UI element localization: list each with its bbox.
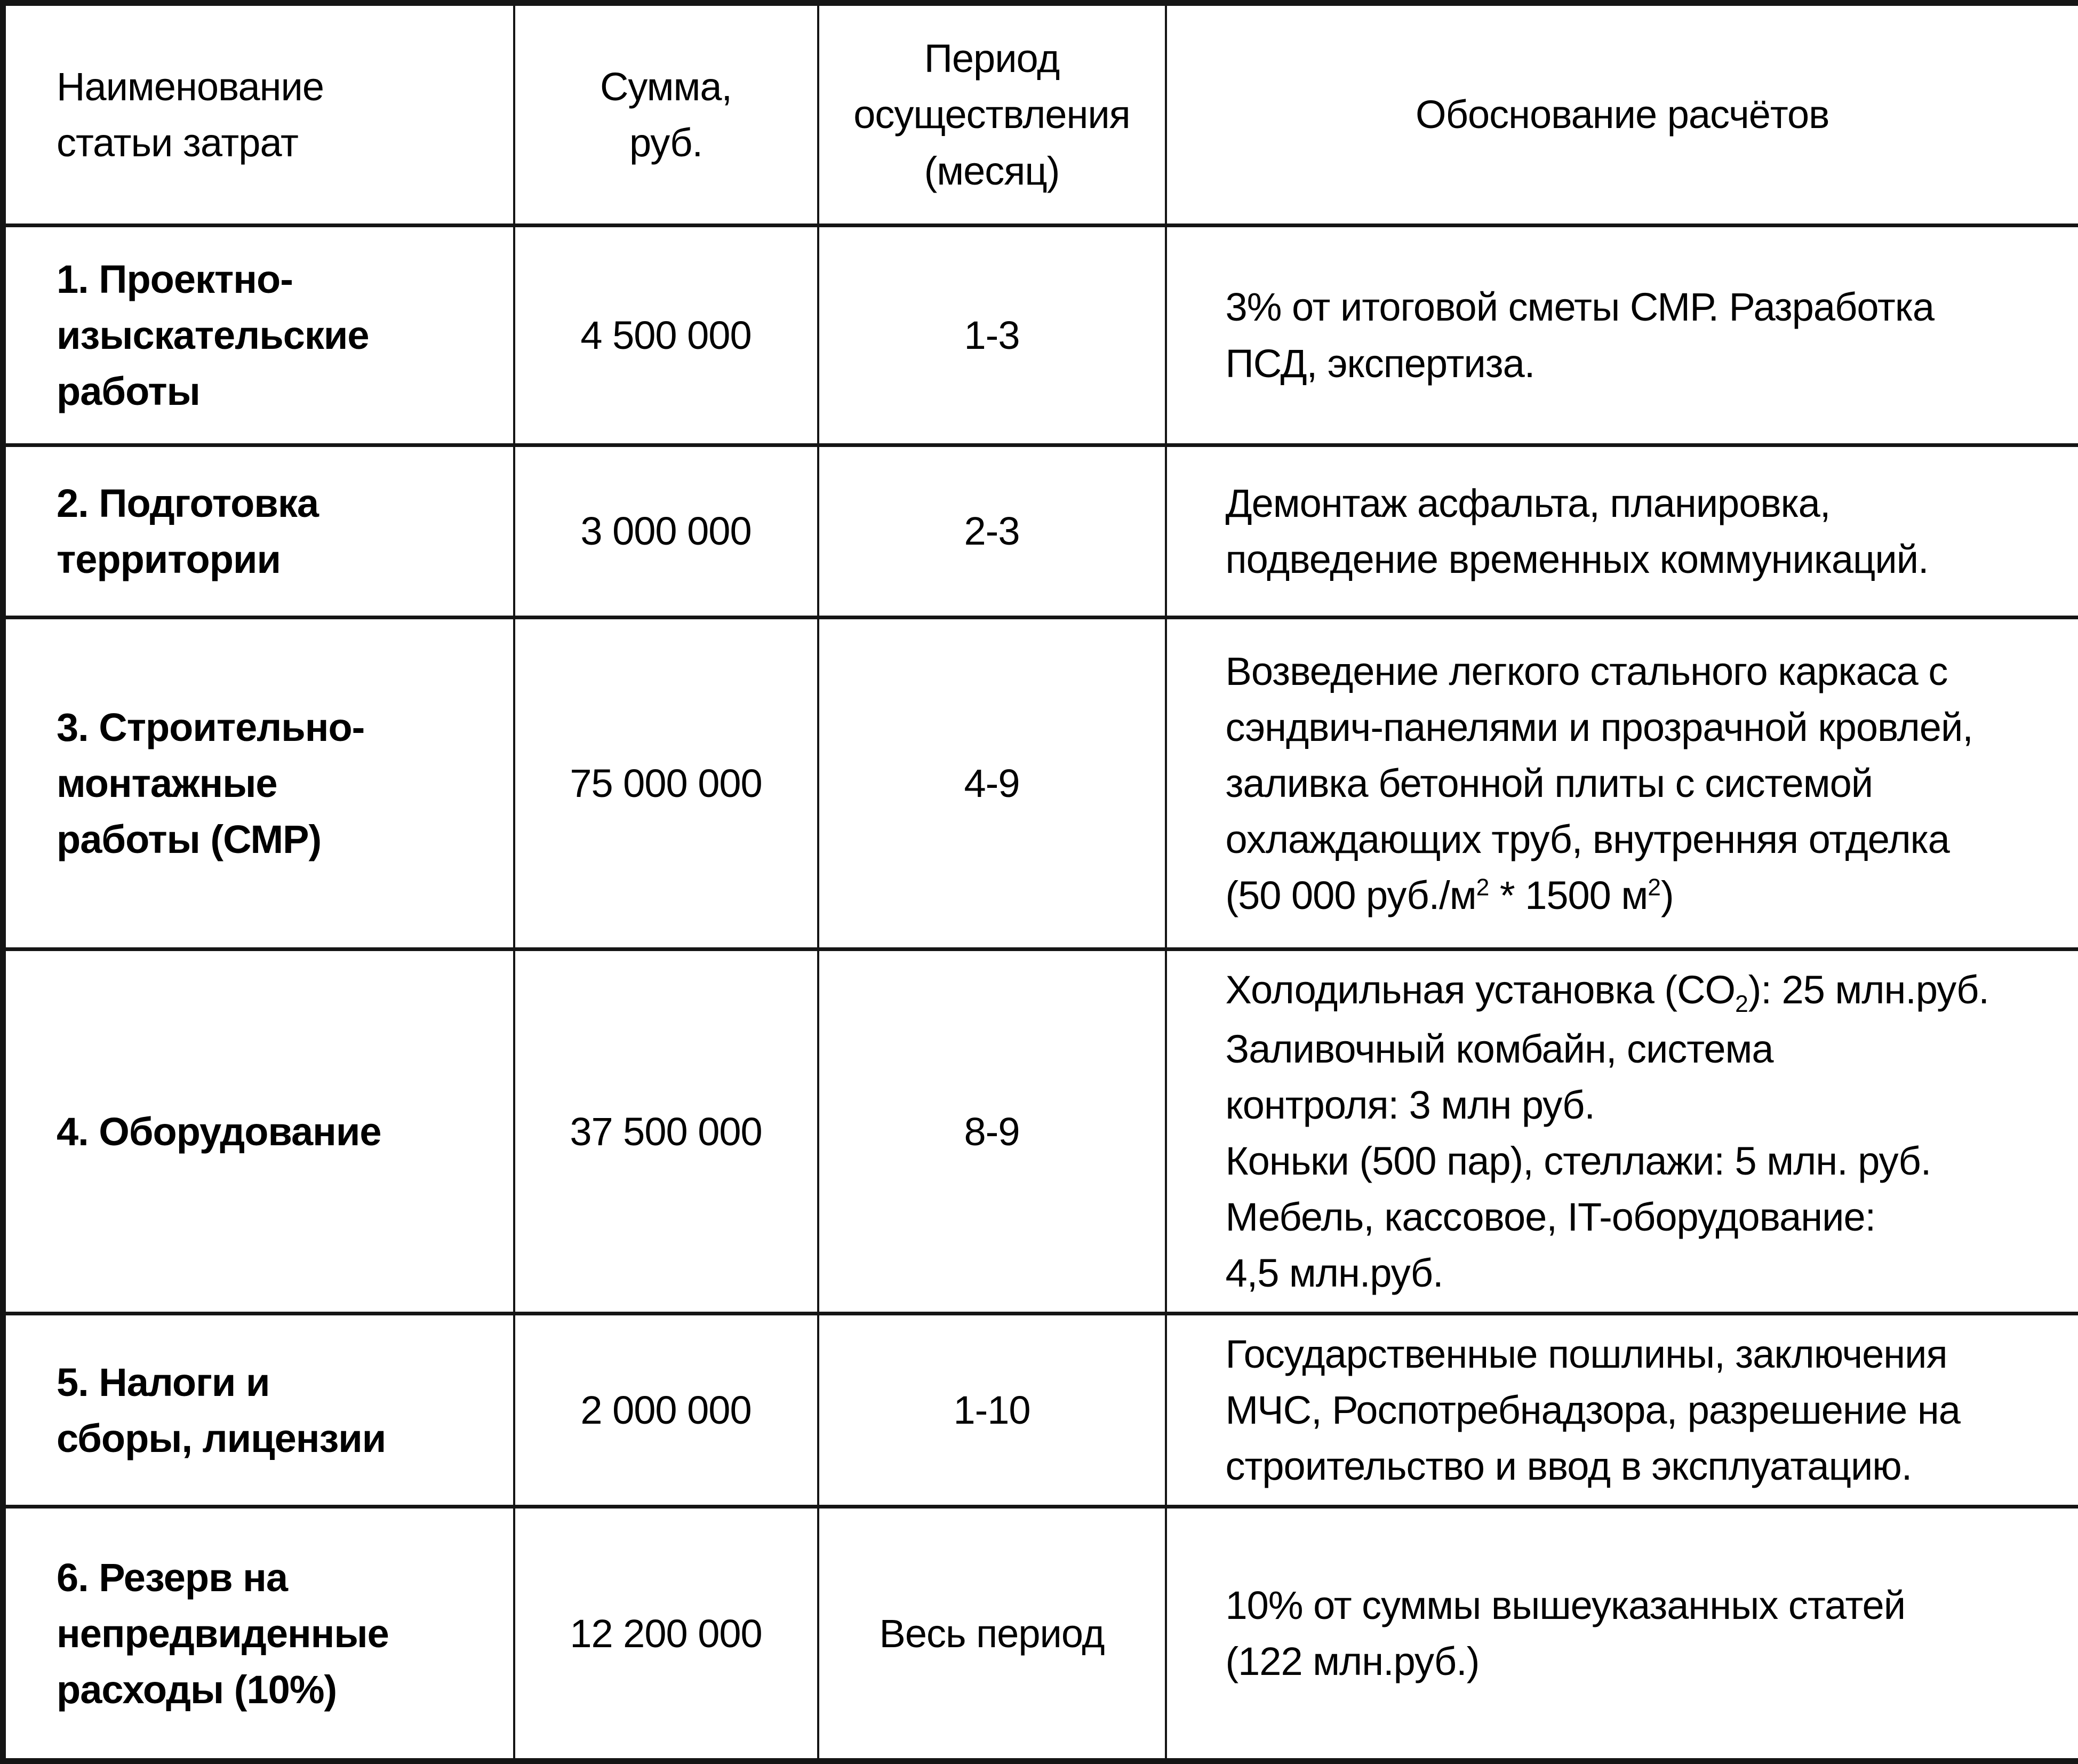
expense-justification: Демонтаж асфальта, планировка, подведение временных коммуникаций. <box>1166 445 2078 618</box>
expense-period: 2-3 <box>818 445 1166 618</box>
expense-justification: 10% от суммы вышеуказанных статей (122 млн.руб.) <box>1166 1507 2078 1761</box>
table-row-design-survey <box>3 226 2078 445</box>
expense-sum: 75 000 000 <box>514 618 818 949</box>
expense-period: 8-9 <box>818 949 1166 1314</box>
header-justification: Обоснование расчётов <box>1166 3 2078 226</box>
expense-name: 3. Строительно- монтажные работы (СМР) <box>3 618 514 949</box>
expense-name: 4. Оборудование <box>3 949 514 1314</box>
expense-justification: 3% от итоговой сметы СМР. Разработка ПСД, экспертиза. <box>1166 226 2078 445</box>
table-row-equipment <box>3 949 2078 1314</box>
expense-name: 6. Резерв на непредвиденные расходы (10%) <box>3 1507 514 1761</box>
expense-period: 1-10 <box>818 1314 1166 1507</box>
header-expense-name: Наименование статьи затрат <box>3 3 514 226</box>
expense-justification: Холодильная установка $(CO_2)$: 25 млн.руб. Заливочный комбайн, система контроля: 3 млн руб. Коньки (500 пар), стеллажи: 5 млн. руб. Мебель, кассовое, IT-оборудование: 4,5 млн.руб. <box>1166 949 2078 1314</box>
table-row-construction-works <box>3 618 2078 949</box>
expense-sum: 12 200 000 <box>514 1507 818 1761</box>
expense-period: 1-3 <box>818 226 1166 445</box>
expense-period: 4-9 <box>818 618 1166 949</box>
header-sum: Сумма, руб. <box>514 3 818 226</box>
table-row-contingency-reserve <box>3 1507 2078 1761</box>
expense-name: 1. Проектно- изыскательские работы <box>3 226 514 445</box>
expense-justification: Государственные пошлины, заключения МЧС, Роспотребнадзора, разрешение на строительство и ввод в эксплуатацию. <box>1166 1314 2078 1507</box>
expense-period: Весь период <box>818 1507 1166 1761</box>
table-row-taxes-licenses <box>3 1314 2078 1507</box>
expense-name: 5. Налоги и сборы, лицензии <box>3 1314 514 1507</box>
expense-sum: 37 500 000 <box>514 949 818 1314</box>
expense-name: 2. Подготовка территории <box>3 445 514 618</box>
expense-sum: 3 000 000 <box>514 445 818 618</box>
expense-sum: 4 500 000 <box>514 226 818 445</box>
header-period: Период осуществления (месяц) <box>818 3 1166 226</box>
expense-sum: 2 000 000 <box>514 1314 818 1507</box>
table-row-site-preparation <box>3 445 2078 618</box>
expense-justification: Возведение легкого стального каркаса с сэндвич-панелями и прозрачной кровлей, заливка бетонной плиты с системой охлаждающих труб, внутренняя отделка (50 000 $руб./м^2 * 1500$ $м^2$) <box>1166 618 2078 949</box>
header-row <box>3 3 2078 226</box>
